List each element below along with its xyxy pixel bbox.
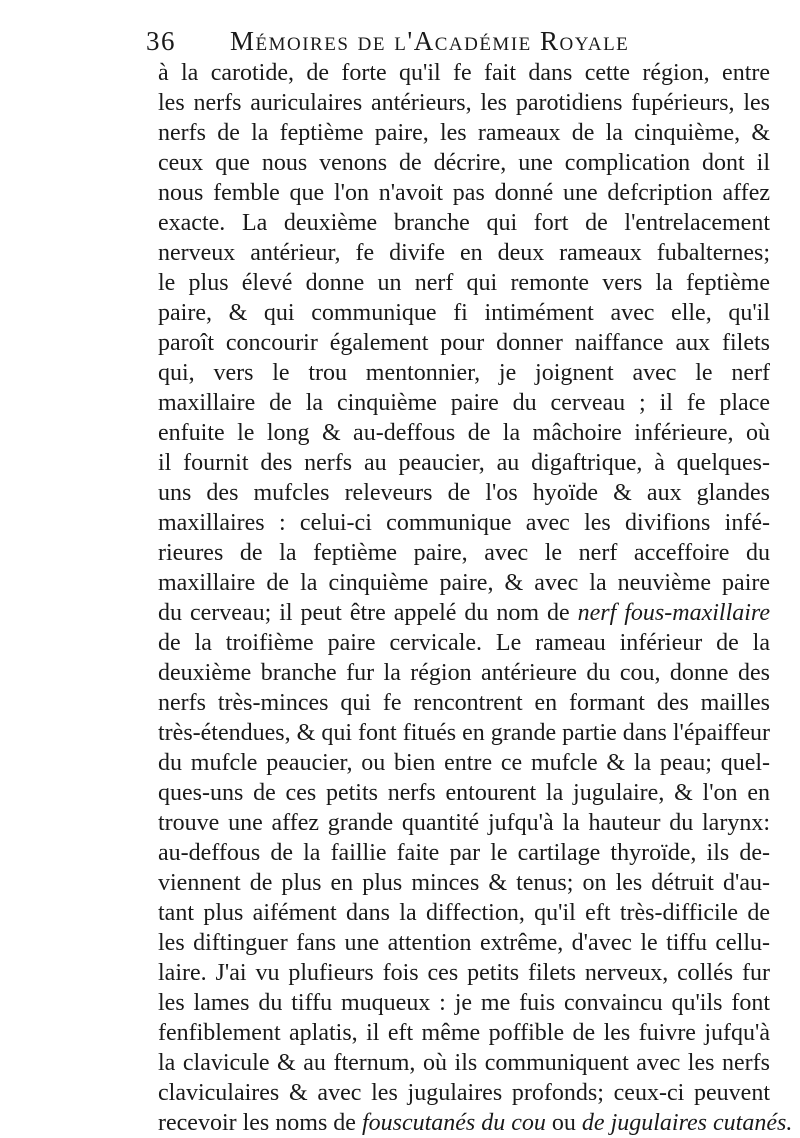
text-line: uns des mufcles releveurs de l'os hyoïde & aux glandes [158, 480, 770, 506]
text-line: paroît concourir également pour donner naiffance aux filets [158, 330, 770, 356]
text-line: ceux que nous venons de décrire, une complication dont il [158, 150, 770, 176]
text-line: au-deffous de la faillie faite par le cartilage thyroïde, ils de- [158, 840, 770, 866]
italic-term: de jugulaires cutanés. [581, 1110, 793, 1136]
text-run: du cerveau; il peut être appelé du nom de [158, 600, 578, 626]
text-line: paire, & qui communique fi intimément avec elle, qu'il [158, 300, 770, 326]
text-run: recevoir les noms de [158, 1110, 362, 1136]
text-line: les lames du tiffu muqueux : je me fuis convaincu qu'ils font [158, 990, 770, 1016]
text-line: claviculaires & avec les jugulaires profonds; ceux-ci peuvent [158, 1080, 770, 1106]
running-title: Mémoires de l'Académie Royale [230, 26, 630, 56]
text-line-with-italic-terms [158, 1108, 793, 1138]
text-line: de la troifième paire cervicale. Le rameau inférieur de la [158, 630, 770, 656]
text-line: rieures de la feptième paire, avec le nerf acceffoire du [158, 540, 770, 566]
text-line: nerveux antérieur, fe divife en deux rameaux fubalternes; [158, 240, 770, 266]
text-line: nerfs très-minces qui fe rencontrent en formant des mailles [158, 690, 770, 716]
text-line: tant plus aifément dans la diffection, qu'il eft très-difficile de [158, 900, 770, 926]
text-line: exacte. La deuxième branche qui fort de l'entrelacement [158, 210, 770, 236]
italic-term: nerf fous-maxillaire [577, 600, 771, 626]
text-line: à la carotide, de forte qu'il fe fait dans cette région, entre [158, 60, 770, 86]
text-line: maxillaire de la cinquième paire du cerveau ; il fe place [158, 390, 770, 416]
text-line: il fournit des nerfs au peaucier, au digaftrique, à quelques- [158, 450, 770, 476]
text-line: maxillaire de la cinquième paire, & avec la neuvième paire [158, 570, 770, 596]
text-line: le plus élevé donne un nerf qui remonte vers la feptième [158, 270, 770, 296]
text-line: enfuite le long & au-deffous de la mâchoire inférieure, où [158, 420, 770, 446]
text-line: les diftinguer fans une attention extrême, d'avec le tiffu cellu- [158, 930, 770, 956]
text-line: nerfs de la feptième paire, les rameaux de la cinquième, & [158, 120, 770, 146]
text-line: fenfiblement aplatis, il eft même poffible de les fuivre jufqu'à [158, 1020, 770, 1046]
text-line: la clavicule & au fternum, où ils communiquent avec les nerfs [158, 1050, 770, 1076]
text-run: ou [545, 1110, 582, 1136]
text-line: deuxième branche fur la région antérieure du cou, donne des [158, 660, 770, 686]
text-line: qui, vers le trou mentonnier, je joignent avec le nerf [158, 360, 770, 386]
text-line: maxillaires : celui-ci communique avec les divifions infé- [158, 510, 770, 536]
italic-term: fouscutanés du cou [361, 1110, 546, 1136]
text-line: ques-uns de ces petits nerfs entourent la jugulaire, & l'on en [158, 780, 770, 806]
text-line: très-étendues, & qui font fitués en grande partie dans l'épaiffeur [158, 720, 770, 746]
text-line: du mufcle peaucier, ou bien entre ce mufcle & la peau; quel- [158, 750, 770, 776]
text-line: viennent de plus en plus minces & tenus; on les détruit d'au- [158, 870, 770, 896]
page-number: 36 [146, 26, 176, 56]
running-header [146, 20, 786, 60]
text-line-with-italic-term [158, 598, 770, 628]
text-line: nous femble que l'on n'avoit pas donné une defcription affez [158, 180, 770, 206]
text-line: trouve une affez grande quantité jufqu'à la hauteur du larynx: [158, 810, 770, 836]
text-line: laire. J'ai vu plufieurs fois ces petits filets nerveux, collés fur [158, 960, 770, 986]
body-text [158, 58, 793, 1138]
text-line: les nerfs auriculaires antérieurs, les parotidiens fupérieurs, les [158, 90, 770, 116]
